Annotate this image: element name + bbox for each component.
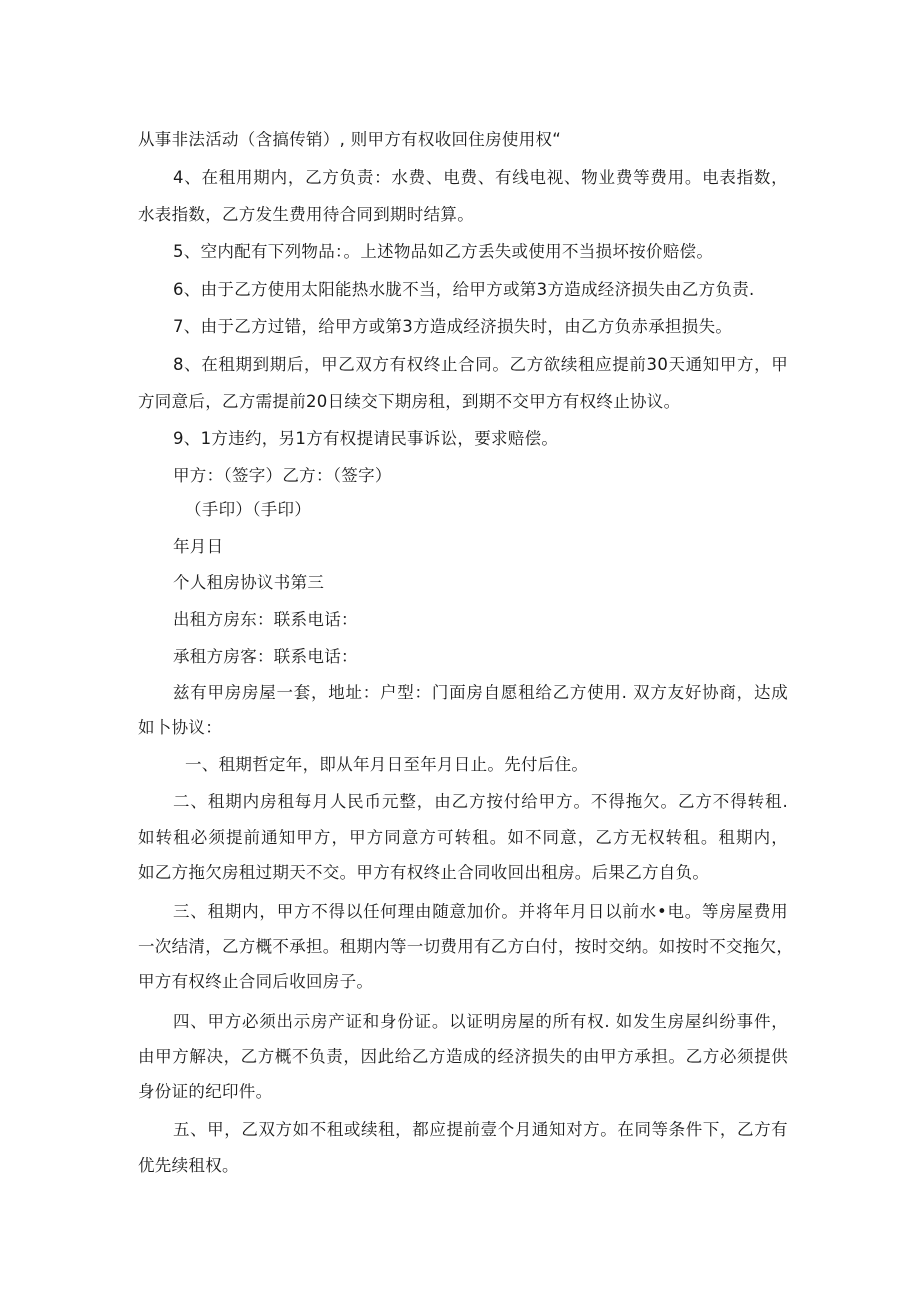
text-line: 8、在租期到期后，甲乙双方有权终止合同。乙方欲续租应提前30天通知甲方，甲	[173, 355, 788, 374]
text-line: 一次结清，乙方概不承担。租期内等一切费用有乙方白付，按时交纳。如按时不交拖欠，	[138, 937, 794, 956]
text-line: 如乙方拖欠房租过期天不交。甲方有权终止合同收回出租房。后果乙方自负。	[138, 863, 710, 882]
text-line: 7、由于乙方过错，给甲方或第3方造成经济损失时，由乙方负赤承担损失。	[173, 317, 733, 336]
text-line: 5、空内配有下列物品：。上述物品如乙方丢失或使用不当损坏按价赔偿。	[173, 242, 714, 261]
clause-2: 二、租期内房租每月人民币元整，由乙方按付给甲方。不得拖欠。乙方不得转租.	[173, 792, 788, 811]
text-line: 兹有甲房房屋一套，地址：户型：门面房自愿租给乙方使用. 双方友好协商，达成	[173, 683, 788, 702]
text-line: 6、由于乙方使用太阳能热水胧不当，给甲方或第3方造成经济损失由乙方负责.	[173, 280, 755, 299]
text-line: 从事非法活动（含搞传销）, 则甲方有权收回住房使用权“	[138, 130, 562, 149]
text-line: 方同意后，乙方需提前20日续交下期房租，到期不交甲方有权终止协议。	[138, 392, 681, 411]
text-line: 如卜协议：	[138, 718, 222, 737]
text-line: 如转租必须提前通知甲方，甲方同意方可转租。如不同意，乙方无权转租。租期内，	[138, 828, 788, 847]
text-line: 9、1方违约，另1方有权提请民事诉讼，要求赔偿。	[173, 429, 559, 448]
text-line: 4、在租用期内，乙方负责：水费、电费、有线电视、物业费等费用。电表指数，	[173, 168, 788, 187]
date-line: 年月日	[173, 537, 224, 556]
clause-4: 四、甲方必须出示房产证和身份证。以证明房屋的所有权. 如发生房屋纠纷事件，	[173, 1012, 788, 1031]
tenant-line: 承租方房客：联系电话：	[173, 647, 358, 666]
signature-line: 甲方：（签字）乙方：（签字）	[173, 466, 392, 485]
text-line: 优先续租权。	[138, 1156, 239, 1175]
text-line: 由甲方解决，乙方概不负责，因此给乙方造成的经济损失的由甲方承担。乙方必须提供	[138, 1047, 788, 1066]
text-line: 水表指数，乙方发生费用待合同到期时结算。	[138, 205, 474, 224]
fingerprint-line: （手印）（手印）	[185, 500, 312, 519]
clause-5: 五、甲，乙双方如不租或续租，都应提前壹个月通知对方。在同等条件下，乙方有	[173, 1120, 788, 1139]
landlord-line: 出租方房东：联系电话：	[173, 610, 358, 629]
text-line: 甲方有权终止合同后收回房子。	[138, 972, 374, 991]
clause-1: 一、租期哲定年，即从年月日至年月日止。先付后住。	[185, 755, 589, 774]
text-line: 身份证的纪印件。	[138, 1082, 273, 1101]
section-title: 个人租房协议书第三	[173, 573, 325, 592]
clause-3: 三、租期内，甲方不得以任何理由随意加价。并将年月日以前水•电。等房屋费用	[173, 902, 788, 921]
